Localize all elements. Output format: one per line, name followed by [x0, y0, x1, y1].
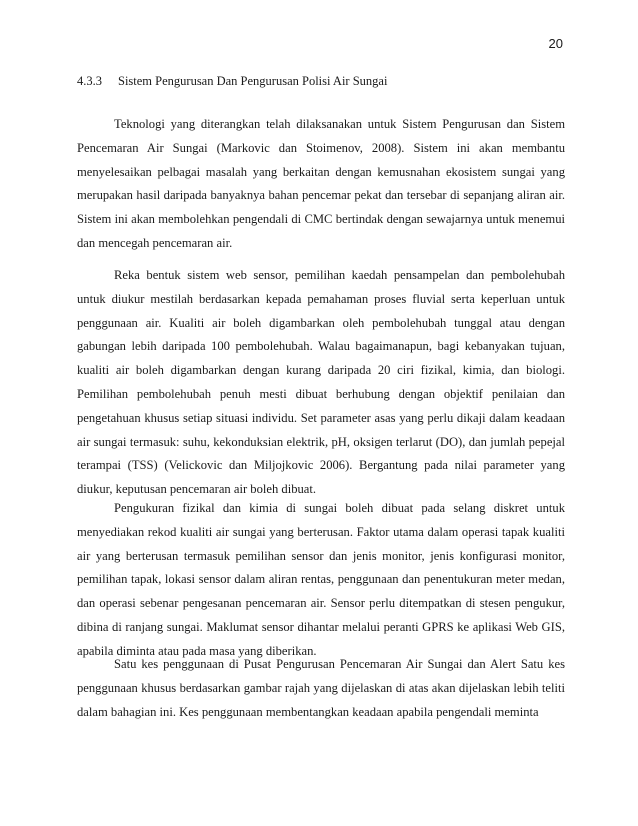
- paragraph: Pengukuran fizikal dan kimia di sungai boleh dibuat pada selang diskret untuk menyediakan rekod kualiti air sungai yang berterusan. Faktor utama dalam operasi tapak kualiti air yang berterusan termasuk pemilihan sensor dan jenis monitor, jenis konfigurasi monitor, pemilihan tapak, lokasi sensor dalam aliran rentas, penggunaan dan penentukuran meter medan, dan operasi sebenar pengesanan pencemaran air. Sensor perlu ditempatkan di stesen pengukur, dibina di ranjang sungai. Maklumat sensor dihantar melalui peranti GPRS ke aplikasi Web GIS, apabila diminta atau pada masa yang diberikan.: [77, 501, 565, 658]
- section-title: Sistem Pengurusan Dan Pengurusan Polisi Air Sungai: [118, 74, 388, 88]
- page-number: 20: [548, 36, 563, 51]
- section-number: 4.3.3: [77, 74, 102, 88]
- paragraph: Reka bentuk sistem web sensor, pemilihan kaedah pensampelan dan pembolehubah untuk diukur mestilah berdasarkan kepada pemahaman proses fluvial serta keperluan untuk penggunaan air. Kualiti air boleh digambarkan oleh pembolehubah tunggal atau dengan gabungan lebih daripada 100 pembolehubah. Walau bagaimanapun, bagi kebanyakan tujuan, kualiti air boleh digambarkan dengan kurang daripada 20 ciri fizikal, kimia, dan biologi. Pemilihan pembolehubah penuh mesti dibuat berhubung dengan objektif penilaian dan pengetahuan khusus setiap situasi individu. Set parameter asas yang perlu dikaji dalam keadaan air sungai termasuk: suhu, kekonduksian elektrik, pH, oksigen terlarut (DO), dan jumlah pepejal terampai (TSS) (Velickovic dan Miljojkovic 2006). Bergantung pada nilai parameter yang diukur, keputusan pencemaran air boleh dibuat.: [77, 268, 565, 497]
- paragraph: Teknologi yang diterangkan telah dilaksanakan untuk Sistem Pengurusan dan Sistem Pencemaran Air Sungai (Markovic dan Stoimenov, 2008). Sistem ini akan membantu menyelesaikan pelbagai masalah yang berkaitan dengan kemusnahan ekosistem sungai yang merupakan hasil daripada banyaknya bahan pencemar pekat dan tersebar di sepanjang aliran air. Sistem ini akan membolehkan pengendali di CMC bertindak dengan sewajarnya untuk menemui dan mencegah pencemaran air.: [77, 117, 565, 250]
- section-heading: [77, 73, 567, 89]
- paragraph: Satu kes penggunaan di Pusat Pengurusan Pencemaran Air Sungai dan Alert Satu kes penggunaan khusus berdasarkan gambar rajah yang dijelaskan di atas akan dijelaskan lebih teliti dalam bahagian ini. Kes penggunaan membentangkan keadaan apabila pengendali meminta: [77, 657, 565, 719]
